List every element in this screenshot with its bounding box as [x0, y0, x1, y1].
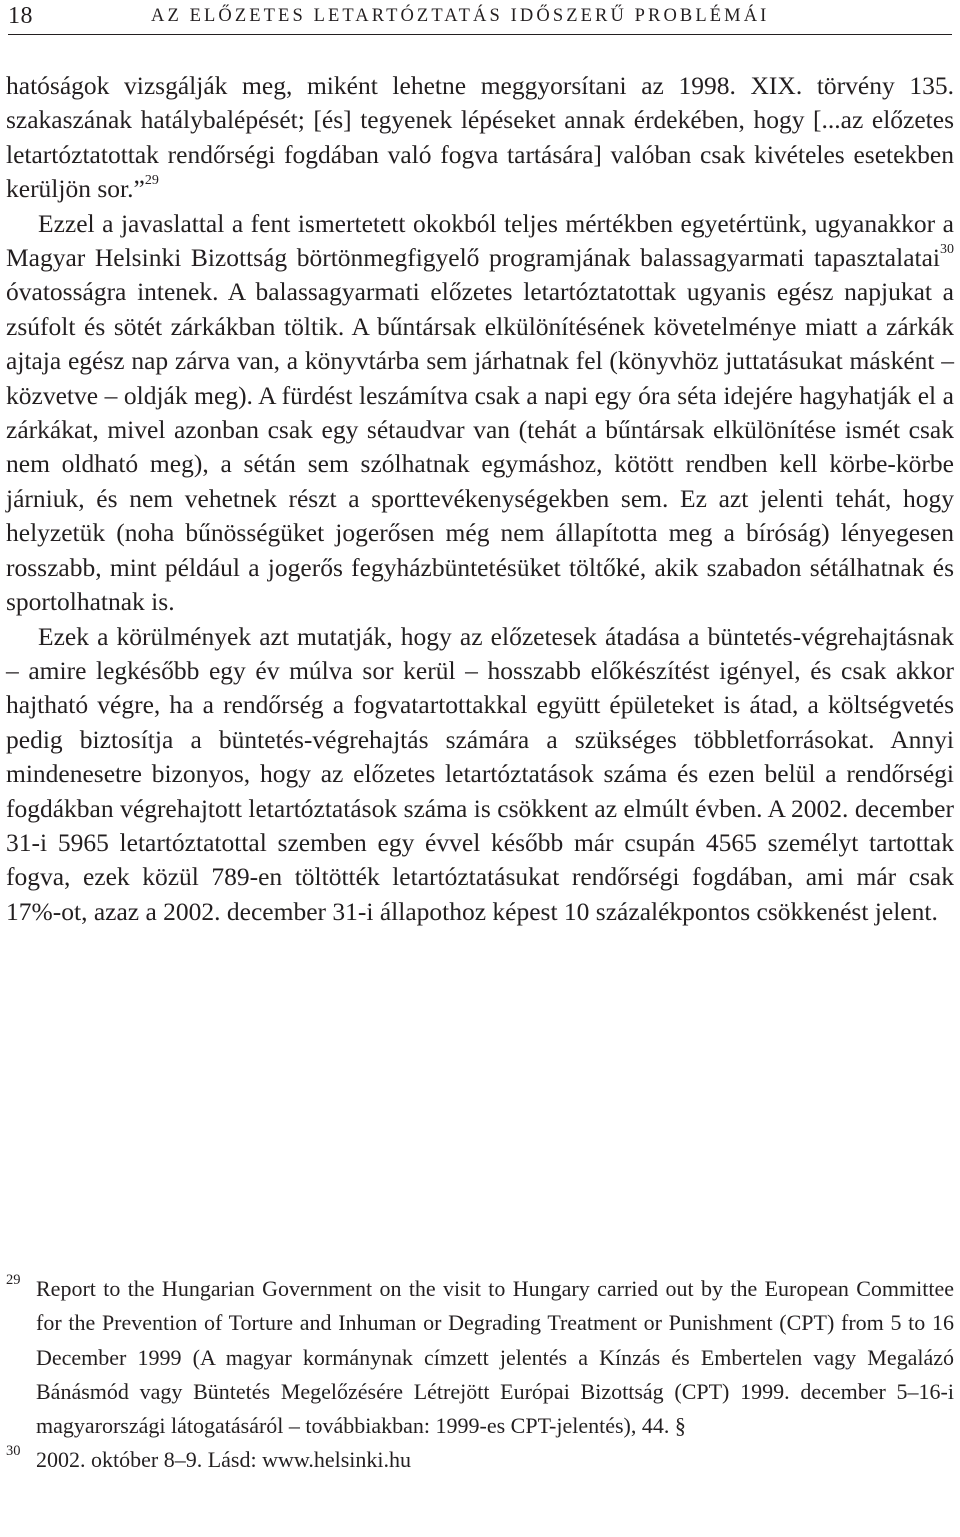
footnote-text: 2002. október 8–9. Lásd: www.helsinki.hu — [36, 1447, 411, 1473]
paragraph-text: hatóságok vizsgálják meg, miként lehetne meggyorsítani az 1998. XIX. törvény 135. szakaszának hatálybalépését; [és] tegyenek lépéseket annak érdekében, hogy [...az előzetes letartóztatottak rendőrségi fogdában való fogva tartására] valóban csak kivételes esetekben kerüljön sor.” — [6, 71, 954, 204]
footnote-ref-29[interactable]: 29 — [144, 172, 159, 188]
body-text — [6, 69, 954, 929]
page-header — [8, 0, 952, 35]
footnote-number: 30 — [6, 1443, 21, 1460]
footnote-29 — [6, 1272, 954, 1443]
paragraph-text: Ezzel a javaslattal a fent ismertetett okokból teljes mértékben egyetértünk, ugyanakkor a Magyar Helsinki Bizottság börtönmegfigyelő programjának balassagyarmati tapasztalatai — [6, 208, 954, 273]
page-number: 18 — [8, 3, 33, 29]
footnotes — [6, 1272, 954, 1478]
footnote-number: 29 — [6, 1272, 21, 1288]
paragraph-text: óvatosságra intenek. A balassagyarmati előzetes letartóztatottak ugyanis egész napjukat a zsúfolt és sötét zárkákban töltik. A bűntársak elkülönítésének követelménye miatt a zárkák ajtaja egész nap zárva van, a könyvtárba sem járhatnak fel (könyvhöz juttatásukat másként – közvetve – oldják meg). A fürdést leszámítva csak a napi egy óra séta idejére hagyhatják el a zárkákat, mivel azonban csak egy sétaudvar van (tehát a bűntársak elkülönítése ismét csak nem oldható meg), a sétán sem szólhatnak egymáshoz, kötött rendben kell körbe-körbe járniuk, és nem vehetnek részt a sporttevékenységekben sem. Ez azt jelenti tehát, hogy helyzetük (noha bűnösségüket jogerősen még nem állapította meg a bíróság) lényegesen rosszabb, mint például a jogerős fegyházbüntetésüket töltőké, akik szabadon sétálhatnak és sportolhatnak is. — [6, 277, 954, 617]
running-head: AZ ELŐZETES LETARTÓZTATÁS IDŐSZERŰ PROBLÉMÁI — [151, 6, 770, 26]
footnote-30 — [6, 1443, 954, 1477]
footnote-text: Report to the Hungarian Government on the visit to Hungary carried out by the European Committee for the Prevention of Torture and Inhuman or Degrading Treatment or Punishment (CPT) from 5 to 16 December 1999 (A magyar kormánynak címzett jelentés a Kínzás és Embertelen vagy Megalázó Bánásmód vagy Büntetés Megelőzésére Létrejött Európai Bizottság (CPT) 1999. december 5–16-i magyarországi látogatásáról – továbbiakban: 1999-es CPT-jelentés), 44. § — [36, 1276, 954, 1439]
paragraph-quote-end — [6, 69, 954, 207]
footnote-ref-30[interactable]: 30 — [940, 241, 954, 257]
paragraph-balassagyarmat — [6, 207, 954, 620]
paragraph-conclusions: Ezek a körülmények azt mutatják, hogy az előzetesek átadása a büntetés-végrehajtásnak – amire legkésőbb egy év múlva sor kerül – hosszabb előkészítést igényel, és csak akkor hajtható végre, ha a rendőrség a fogvatartottakkal együtt épületeket is átad, a költségvetés pedig biztosítja a büntetés-végrehajtás számára a szükséges többletforrásokat. Annyi mindenesetre bizonyos, hogy az előzetes letartóztatások száma és ezen belül a rendőrségi fogdákban végrehajtott letartóztatások száma is csökkent az elmúlt évben. A 2002. december 31-i 5965 letartóztatottal szemben egy évvel később már csupán 4565 személyt tartottak fogva, ezek közül 789-en töltötték letartóztatásukat rendőrségi fogdában, ami már csak 17%-ot, azaz a 2002. december 31-i állapothoz képest 10 százalékpontos csökkenést jelent. — [6, 621, 954, 926]
